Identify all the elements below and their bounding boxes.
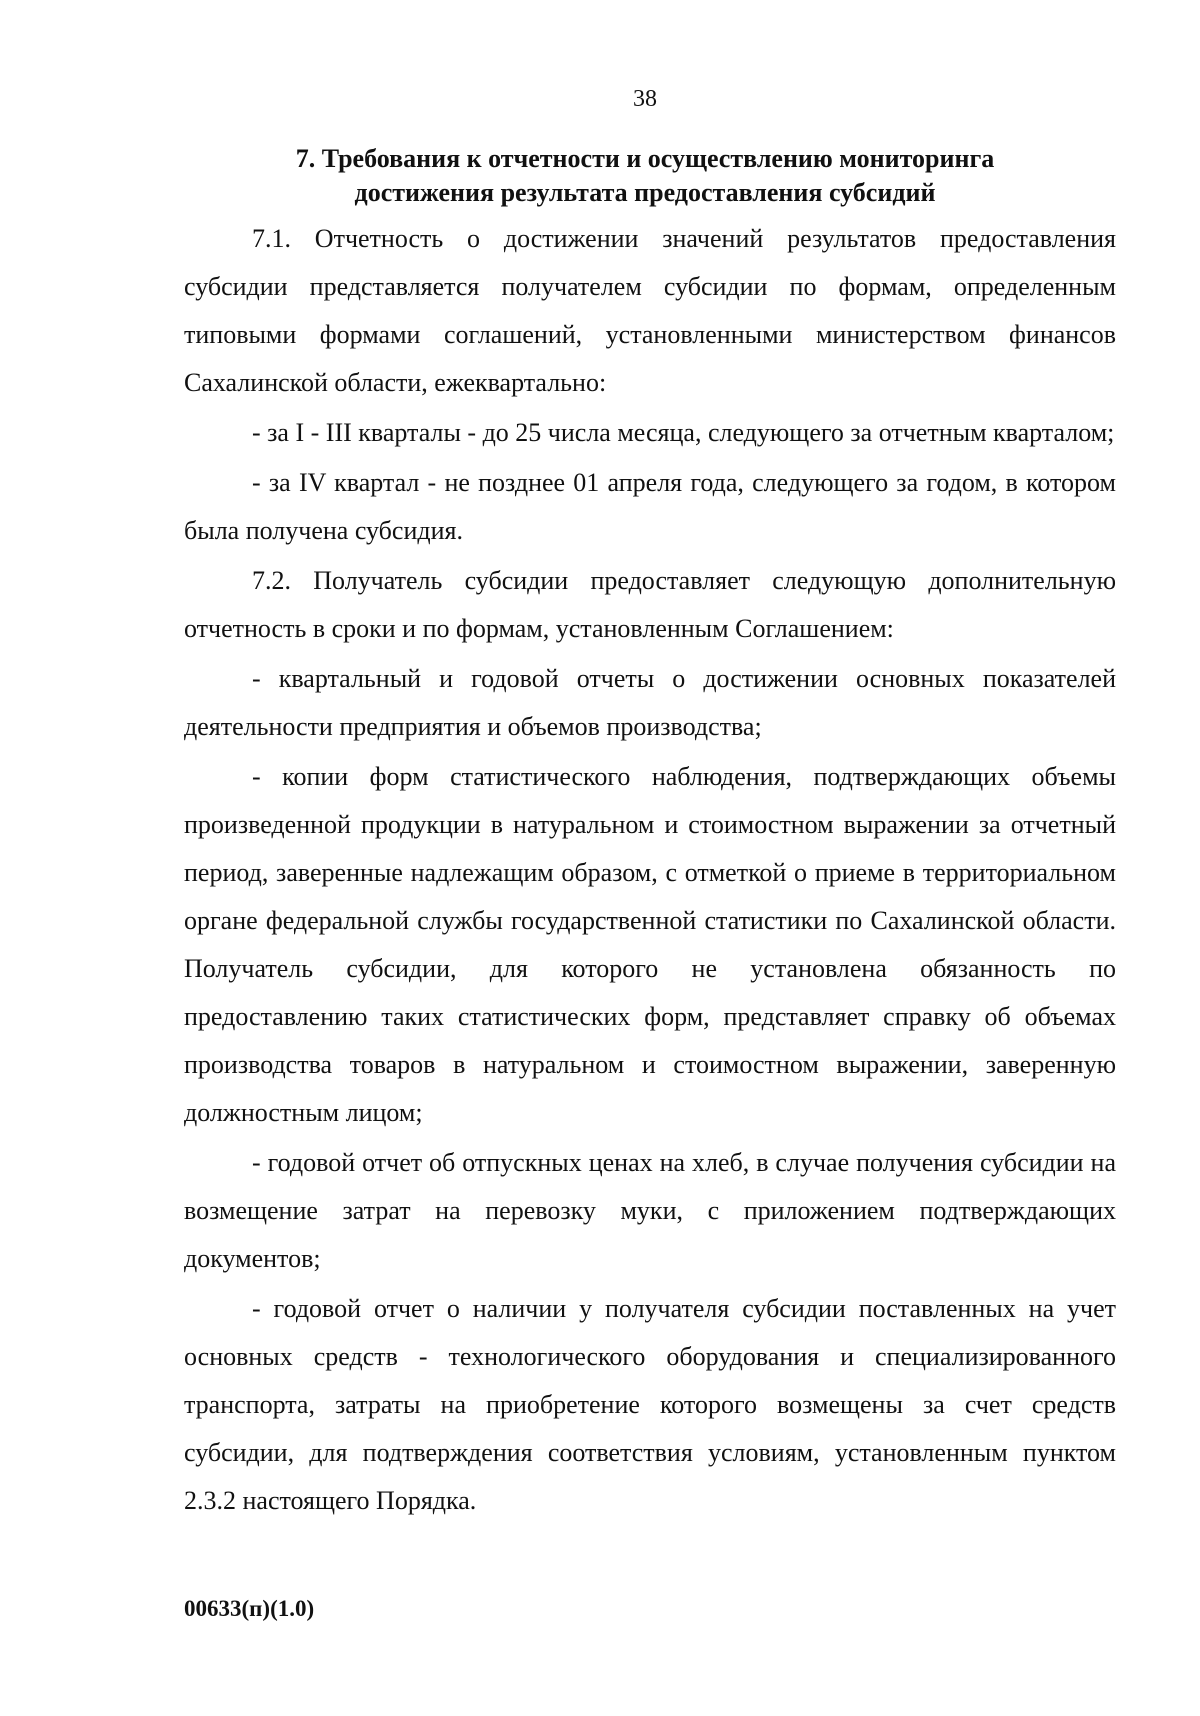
page-number: 38 xyxy=(633,86,657,112)
paragraph-7-1: 7.1. Отчетность о достижении значений результатов предоставления субсидии представляется получателем субсидии по формам, определенным типовыми формами соглашений, установленными министерством финансов Сахалинской области, ежеквартально: xyxy=(184,224,1116,397)
section-heading-line-2: достижения результата предоставления субсидий xyxy=(354,178,936,207)
paragraph-quarter-4: - за IV квартал - не позднее 01 апреля года, следующего за годом, в котором была получена субсидия. xyxy=(184,468,1116,545)
paragraph-7-2: 7.2. Получатель субсидии предоставляет следующую дополнительную отчетность в сроки и по формам, установленным Соглашением: xyxy=(184,566,1116,643)
section-heading xyxy=(180,142,1110,210)
paragraph-quarters-1-3: - за I - III кварталы - до 25 числа месяца, следующего за отчетным кварталом; xyxy=(252,418,1115,447)
paragraph-fixed-assets: - годовой отчет о наличии у получателя субсидии поставленных на учет основных средств - технологического оборудования и специализированного транспорта, затраты на приобретение которого возмещены за счет средств субсидии, для подтверждения соответствия условиям, установленным пунктом 2.3.2 настоящего Порядка. xyxy=(184,1294,1116,1515)
document-code: 00633(п)(1.0) xyxy=(184,1596,315,1621)
section-heading-line-1: 7. Требования к отчетности и осуществлению мониторинга xyxy=(295,144,995,173)
paragraph-quarterly-reports: - квартальный и годовой отчеты о достижении основных показателей деятельности предприятия и объемов производства; xyxy=(184,664,1116,741)
body-text xyxy=(184,215,1116,1527)
paragraph-bread-prices: - годовой отчет об отпускных ценах на хлеб, в случае получения субсидии на возмещение затрат на перевозку муки, с приложением подтверждающих документов; xyxy=(184,1148,1116,1273)
paragraph-statistical-forms: - копии форм статистического наблюдения, подтверждающих объемы произведенной продукции в натуральном и стоимостном выражении за отчетный период, заверенные надлежащим образом, с отметкой о приеме в территориальном органе федеральной службы государственной статистики по Сахалинской области. Получатель субсидии, для которого не установлена обязанность по предоставлению таких статистических форм, представляет справку об объемах производства товаров в натуральном и стоимостном выражении, заверенную должностным лицом; xyxy=(184,762,1116,1127)
